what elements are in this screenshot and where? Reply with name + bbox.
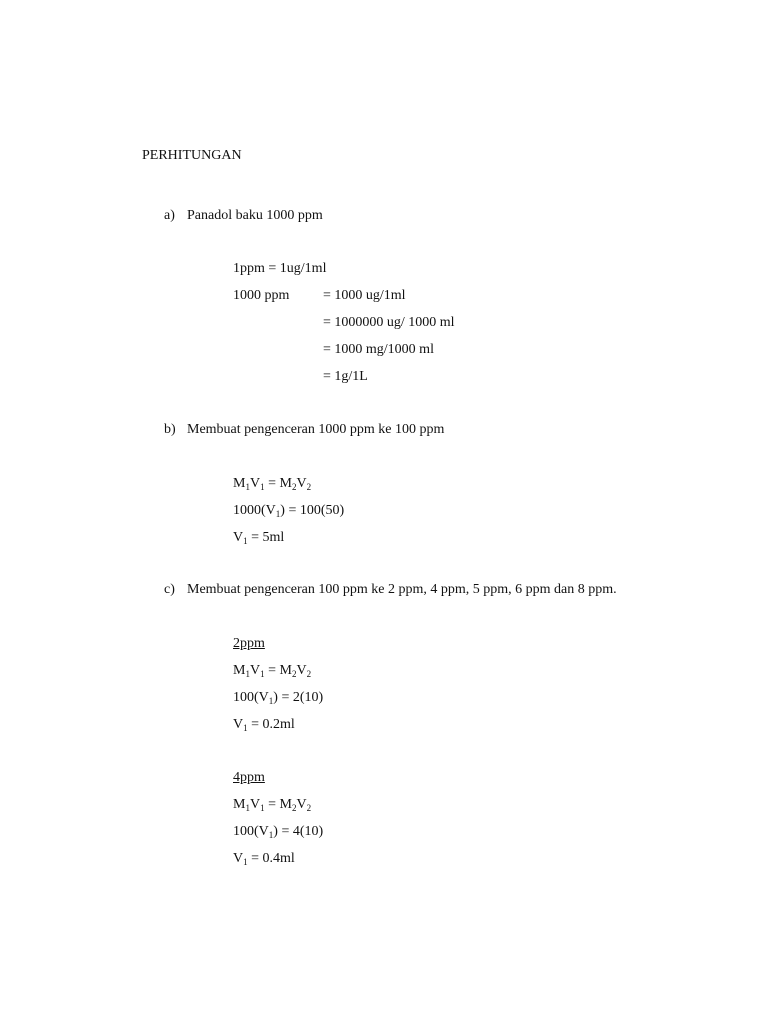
section-a-line-4: = 1000 mg/1000 ml <box>323 342 434 357</box>
list-marker-c: c) <box>164 582 175 597</box>
subsection-2ppm-equation: $100(V_1) = 2(10)$ <box>233 690 324 706</box>
page-title: PERHITUNGAN <box>142 148 242 163</box>
section-b-heading-text: Membuat pengenceran 1000 ppm ke 100 ppm <box>187 422 445 437</box>
section-b-heading <box>164 421 444 439</box>
section-a-heading-text: Panadol baku 1000 ppm <box>187 208 323 223</box>
section-a-line-5: = 1g/1L <box>323 369 368 384</box>
section-a-line-2-right: = 1000 ug/1ml <box>323 288 406 303</box>
section-a-line-1: 1ppm = 1ug/1ml <box>233 261 327 276</box>
section-a-line-2-left: 1000 ppm <box>233 288 290 303</box>
section-b-result: $V_1 = 5ml$ <box>233 530 285 546</box>
subsection-4ppm-formula: $M_1V_1 = M_2V_2$ <box>233 797 312 813</box>
subsection-4ppm-equation: $100(V_1) = 4(10)$ <box>233 824 324 840</box>
section-b-equation: $1000(V_1) = 100(50)$ <box>233 503 345 519</box>
section-a-line-3: = 1000000 ug/ 1000 ml <box>323 315 455 330</box>
section-a-line-2 <box>233 287 533 305</box>
subsection-2ppm-formula: $M_1V_1 = M_2V_2$ <box>233 663 312 679</box>
section-b-formula: $M_1V_1 = M_2V_2$ <box>233 476 312 492</box>
subsection-2ppm-label: 2ppm <box>233 636 265 651</box>
section-c-heading <box>164 581 617 599</box>
list-marker-b: b) <box>164 422 176 437</box>
section-a-heading <box>164 207 323 225</box>
subsection-2ppm-result: $V_1 = 0.2ml$ <box>233 717 295 733</box>
list-marker-a: a) <box>164 208 175 223</box>
section-c-heading-text: Membuat pengenceran 100 ppm ke 2 ppm, 4 ppm, 5 ppm, 6 ppm dan 8 ppm. <box>187 582 617 597</box>
subsection-4ppm-label: 4ppm <box>233 770 265 785</box>
subsection-4ppm-result: $V_1 = 0.4ml$ <box>233 851 295 867</box>
